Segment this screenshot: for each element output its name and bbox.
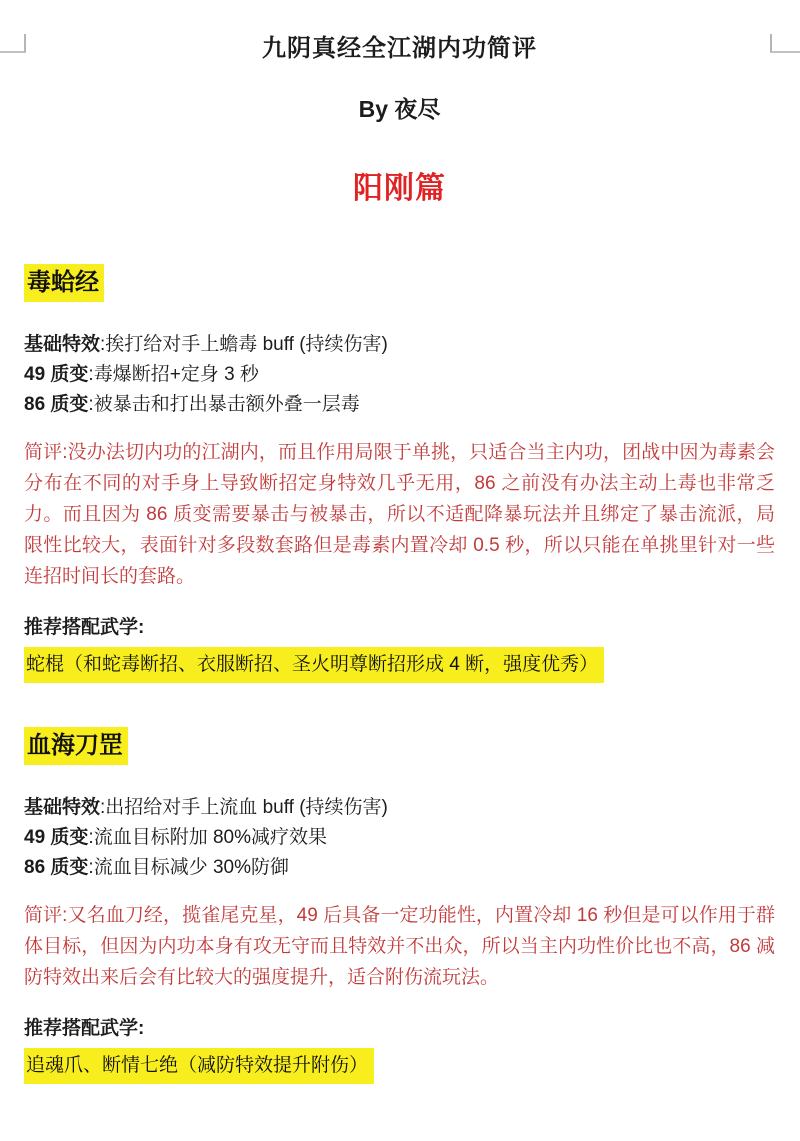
section-2-stats [24,793,775,883]
stat-line-49 [24,823,775,853]
page-corner-mark-left [0,34,26,53]
stat-label: 49 质变 [24,364,89,385]
section-heading-1 [24,264,775,302]
section-2-recommend [24,1048,775,1084]
document-title: 九阴真经全江湖内功简评 [262,35,537,62]
stat-value: :毒爆断招+定身 3 秒 [88,364,259,385]
stat-label: 86 质变 [24,394,89,415]
document-page [0,34,800,1084]
section-1-recommend-label: 推荐搭配武学: [24,617,145,638]
stat-line-base-effect [24,330,775,360]
chapter-heading: 阳刚篇 [353,172,446,205]
stat-label: 86 质变 [24,857,89,878]
stat-line-49 [24,360,775,390]
section-1-stats [24,330,775,420]
section-2-review: 简评:又名血刀经，揽雀尾克星，49 后具备一定功能性，内置冷却 16 秒但是可以作用于群体目标，但因为内功本身有攻无守而且特效并不出众，所以当主内功性价比也不高，86 减防特效出来后会有比较大的强度提升，适合附伤流玩法。 [24,905,775,988]
stat-label: 49 质变 [24,827,89,848]
page-corner-mark-right [770,34,800,53]
stat-label: 基础特效 [24,797,101,818]
recommend-highlight: 蛇棍（和蛇毒断招、衣服断招、圣火明尊断招形成 4 断，强度优秀） [24,647,604,683]
section-1-review: 简评:没办法切内功的江湖内，而且作用局限于单挑，只适合当主内功，团战中因为毒素会分布在不同的对手身上导致断招定身特效几乎无用，86 之前没有办法主动上毒也非常乏力。而且因为 86 质变需要暴击与被暴击，所以不适配降暴玩法并且绑定了暴击流派，局限性比较大，表面针对多段数套路但是毒素内置冷却 0.5 秒，所以只能在单挑里针对一些连招时间长的套路。 [24,442,775,587]
document-byline: By 夜尽 [358,96,441,122]
section-heading-2 [24,727,775,765]
section-title-highlight: 毒蛤经 [24,264,104,302]
section-2-recommend-label: 推荐搭配武学: [24,1018,145,1039]
section-1-recommend [24,647,775,683]
stat-line-86 [24,853,775,883]
stat-label: 基础特效 [24,334,101,355]
recommend-highlight: 追魂爪、断情七绝（减防特效提升附伤） [24,1048,374,1084]
section-title-highlight: 血海刀罡 [24,727,128,765]
stat-line-base-effect [24,793,775,823]
stat-line-86 [24,390,775,420]
stat-value: :出招给对手上流血 buff (持续伤害) [100,797,388,818]
stat-value: :挨打给对手上蟾毒 buff (持续伤害) [100,334,388,355]
stat-value: :被暴击和打出暴击额外叠一层毒 [88,394,360,415]
stat-value: :流血目标减少 30%防御 [88,857,290,878]
stat-value: :流血目标附加 80%减疗效果 [88,827,328,848]
